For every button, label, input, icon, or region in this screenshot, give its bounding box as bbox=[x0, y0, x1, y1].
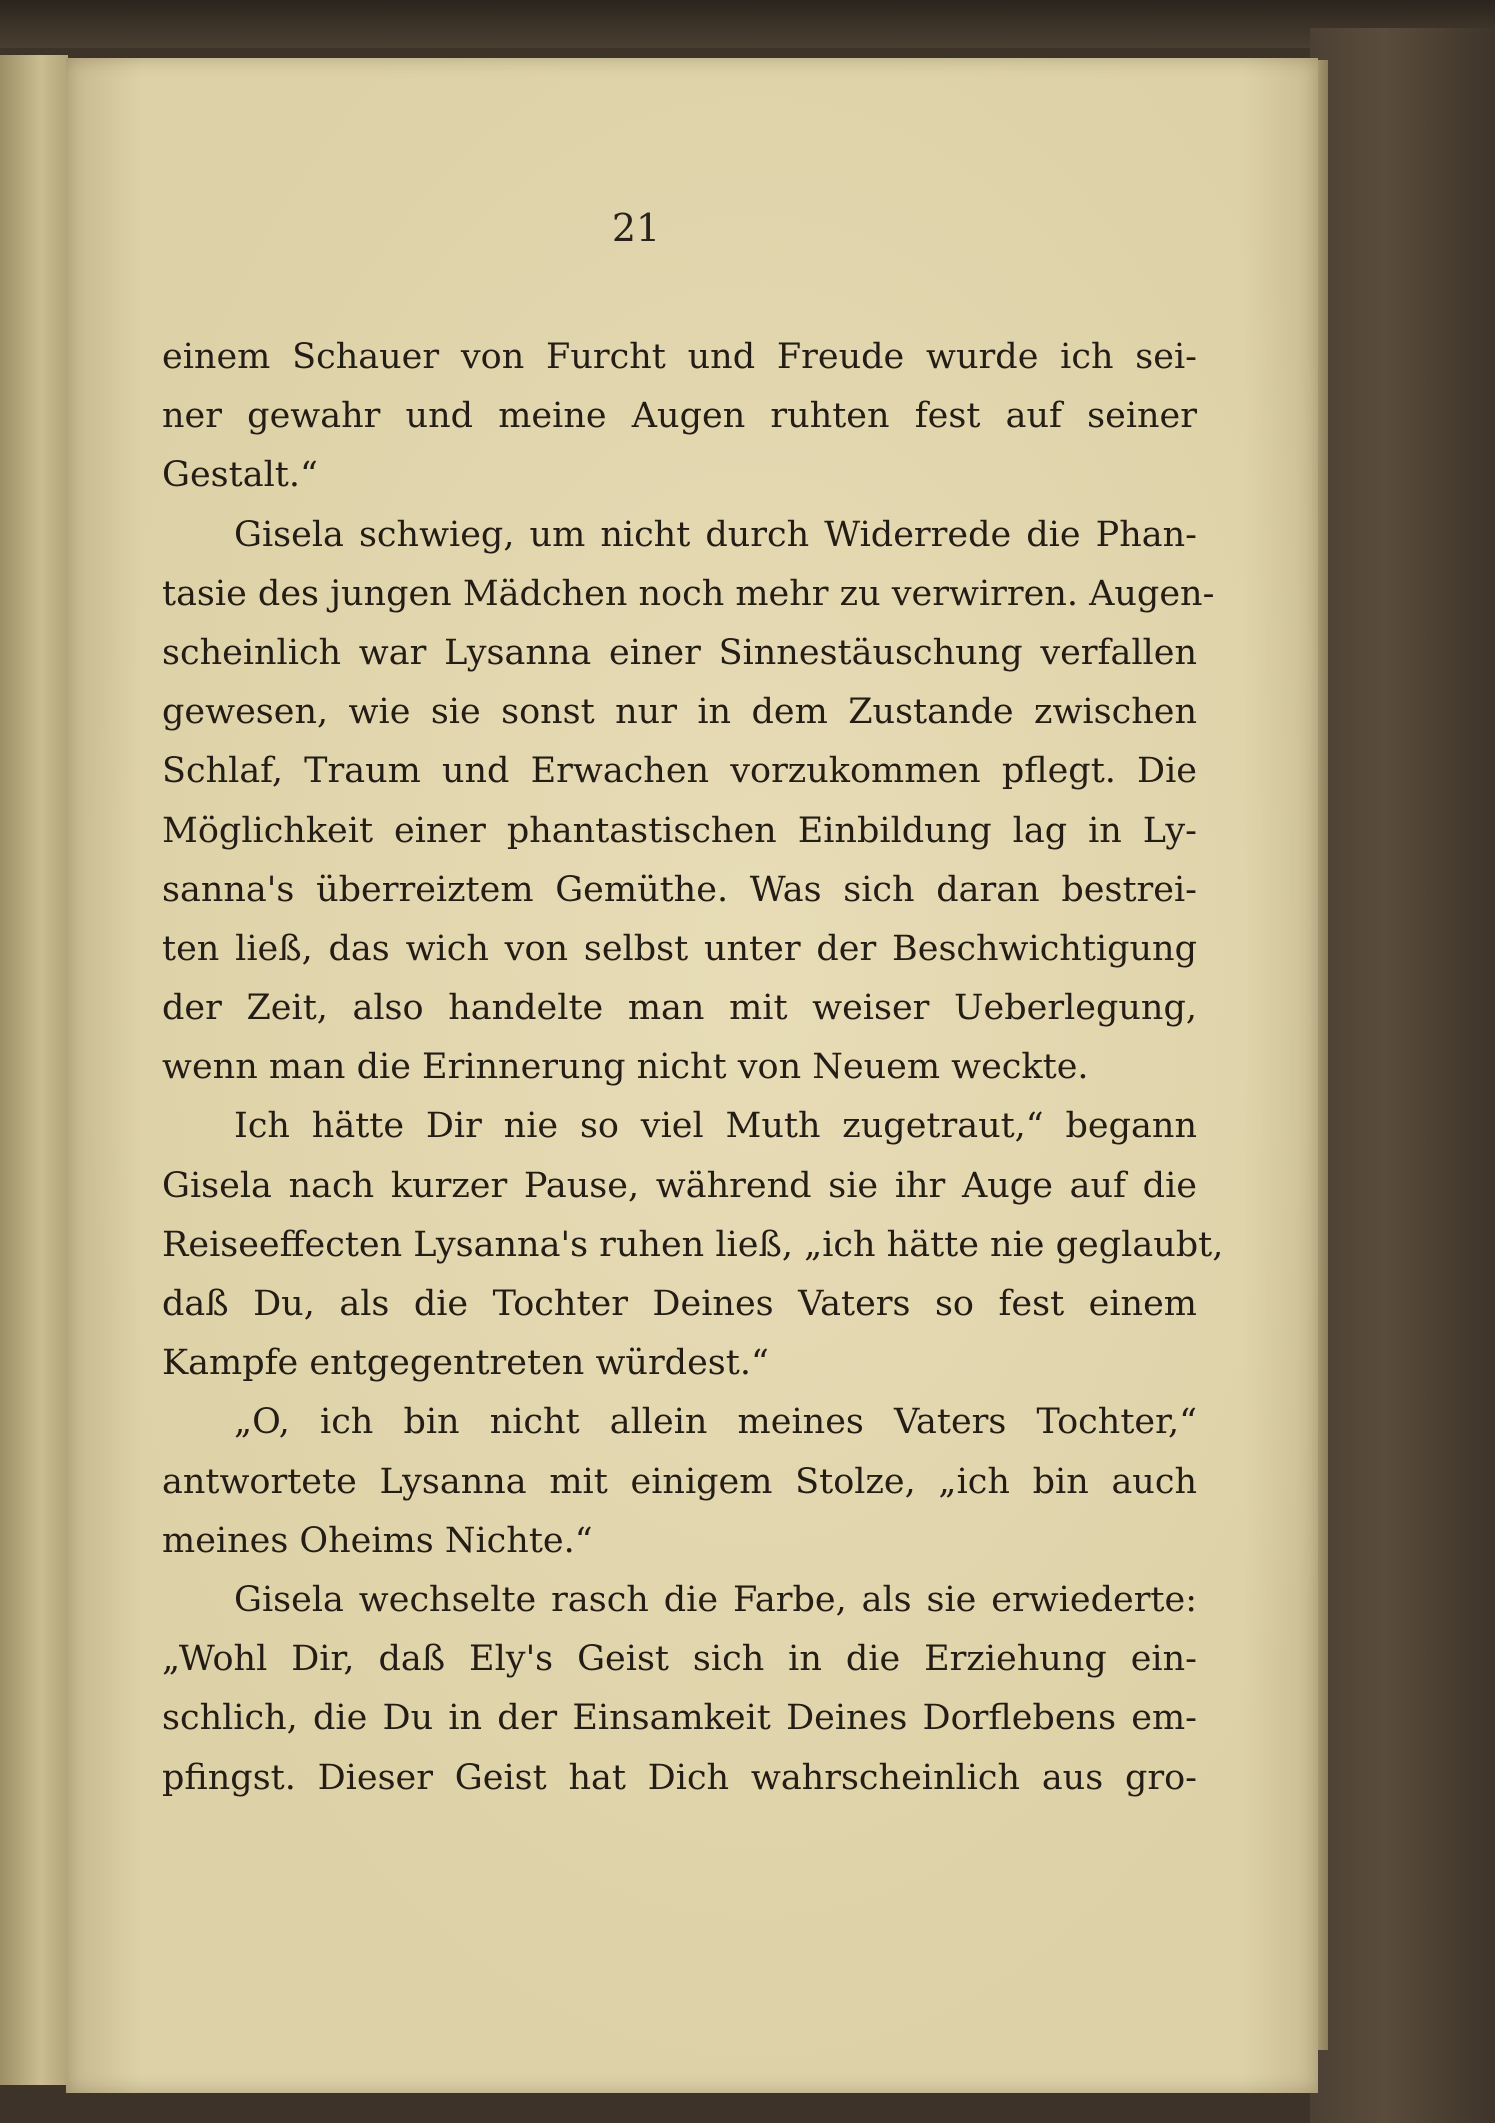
text-line: antwortete Lysanna mit einigem Stolze, „ich bin auch bbox=[162, 1461, 1197, 1502]
text-line: Gisela schwieg, um nicht durch Widerrede die Phan- bbox=[234, 514, 1197, 555]
text-line: Kampfe entgegentreten würdest.“ bbox=[162, 1343, 769, 1384]
text-line: gewesen, wie sie sonst nur in dem Zustande zwischen bbox=[162, 692, 1197, 733]
text-line: wenn man die Erinnerung nicht von Neuem weckte. bbox=[162, 1047, 1089, 1088]
text-line: meines Oheims Nichte.“ bbox=[162, 1520, 593, 1561]
text-line: pfingst. Dieser Geist hat Dich wahrscheinlich aus gro- bbox=[162, 1757, 1197, 1798]
left-page-edge bbox=[0, 55, 68, 2085]
book-top-edge bbox=[0, 0, 1495, 48]
text-line: ten ließ, das wich von selbst unter der Beschwichtigung bbox=[162, 928, 1197, 969]
text-line: ner gewahr und meine Augen ruhten fest auf seiner bbox=[162, 396, 1197, 437]
text-line: daß Du, als die Tochter Deines Vaters so fest einem bbox=[162, 1284, 1197, 1324]
text-line: Gisela wechselte rasch die Farbe, als sie erwiederte: bbox=[234, 1579, 1197, 1620]
body-text bbox=[162, 328, 1224, 1808]
text-line: einem Schauer von Furcht und Freude wurde ich sei- bbox=[162, 337, 1197, 377]
text-line: Gisela nach kurzer Pause, während sie ihr Auge auf die bbox=[162, 1165, 1197, 1206]
text-line: Möglichkeit einer phantastischen Einbildung lag in Ly- bbox=[162, 810, 1197, 851]
text-line: Schlaf, Traum und Erwachen vorzukommen pflegt. Die bbox=[162, 751, 1197, 792]
text-line: „Wohl Dir, daß Ely's Geist sich in die Erziehung ein- bbox=[162, 1639, 1197, 1680]
text-line: schlich, die Du in der Einsamkeit Deines Dorflebens em- bbox=[162, 1698, 1197, 1739]
text-line: der Zeit, also handelte man mit weiser Ueberlegung, bbox=[162, 988, 1197, 1029]
text-line: Ich hätte Dir nie so viel Muth zugetraut,“ begann bbox=[234, 1106, 1197, 1147]
text-line: tasie des jungen Mädchen noch mehr zu verwirren. Augen- bbox=[162, 573, 1215, 614]
book-page bbox=[66, 58, 1318, 2093]
page-number: 21 bbox=[611, 206, 661, 250]
book-cover-board bbox=[1310, 28, 1495, 2123]
text-line: scheinlich war Lysanna einer Sinnestäuschung verfallen bbox=[162, 632, 1197, 673]
text-line: Reiseeffecten Lysanna's ruhen ließ, „ich hätte nie geglaubt, bbox=[162, 1224, 1224, 1265]
text-line: Gestalt.“ bbox=[162, 455, 318, 496]
text-line: „O, ich bin nicht allein meines Vaters Tochter,“ bbox=[234, 1402, 1197, 1443]
text-line: sanna's überreiztem Gemüthe. Was sich daran bestrei- bbox=[162, 869, 1197, 910]
